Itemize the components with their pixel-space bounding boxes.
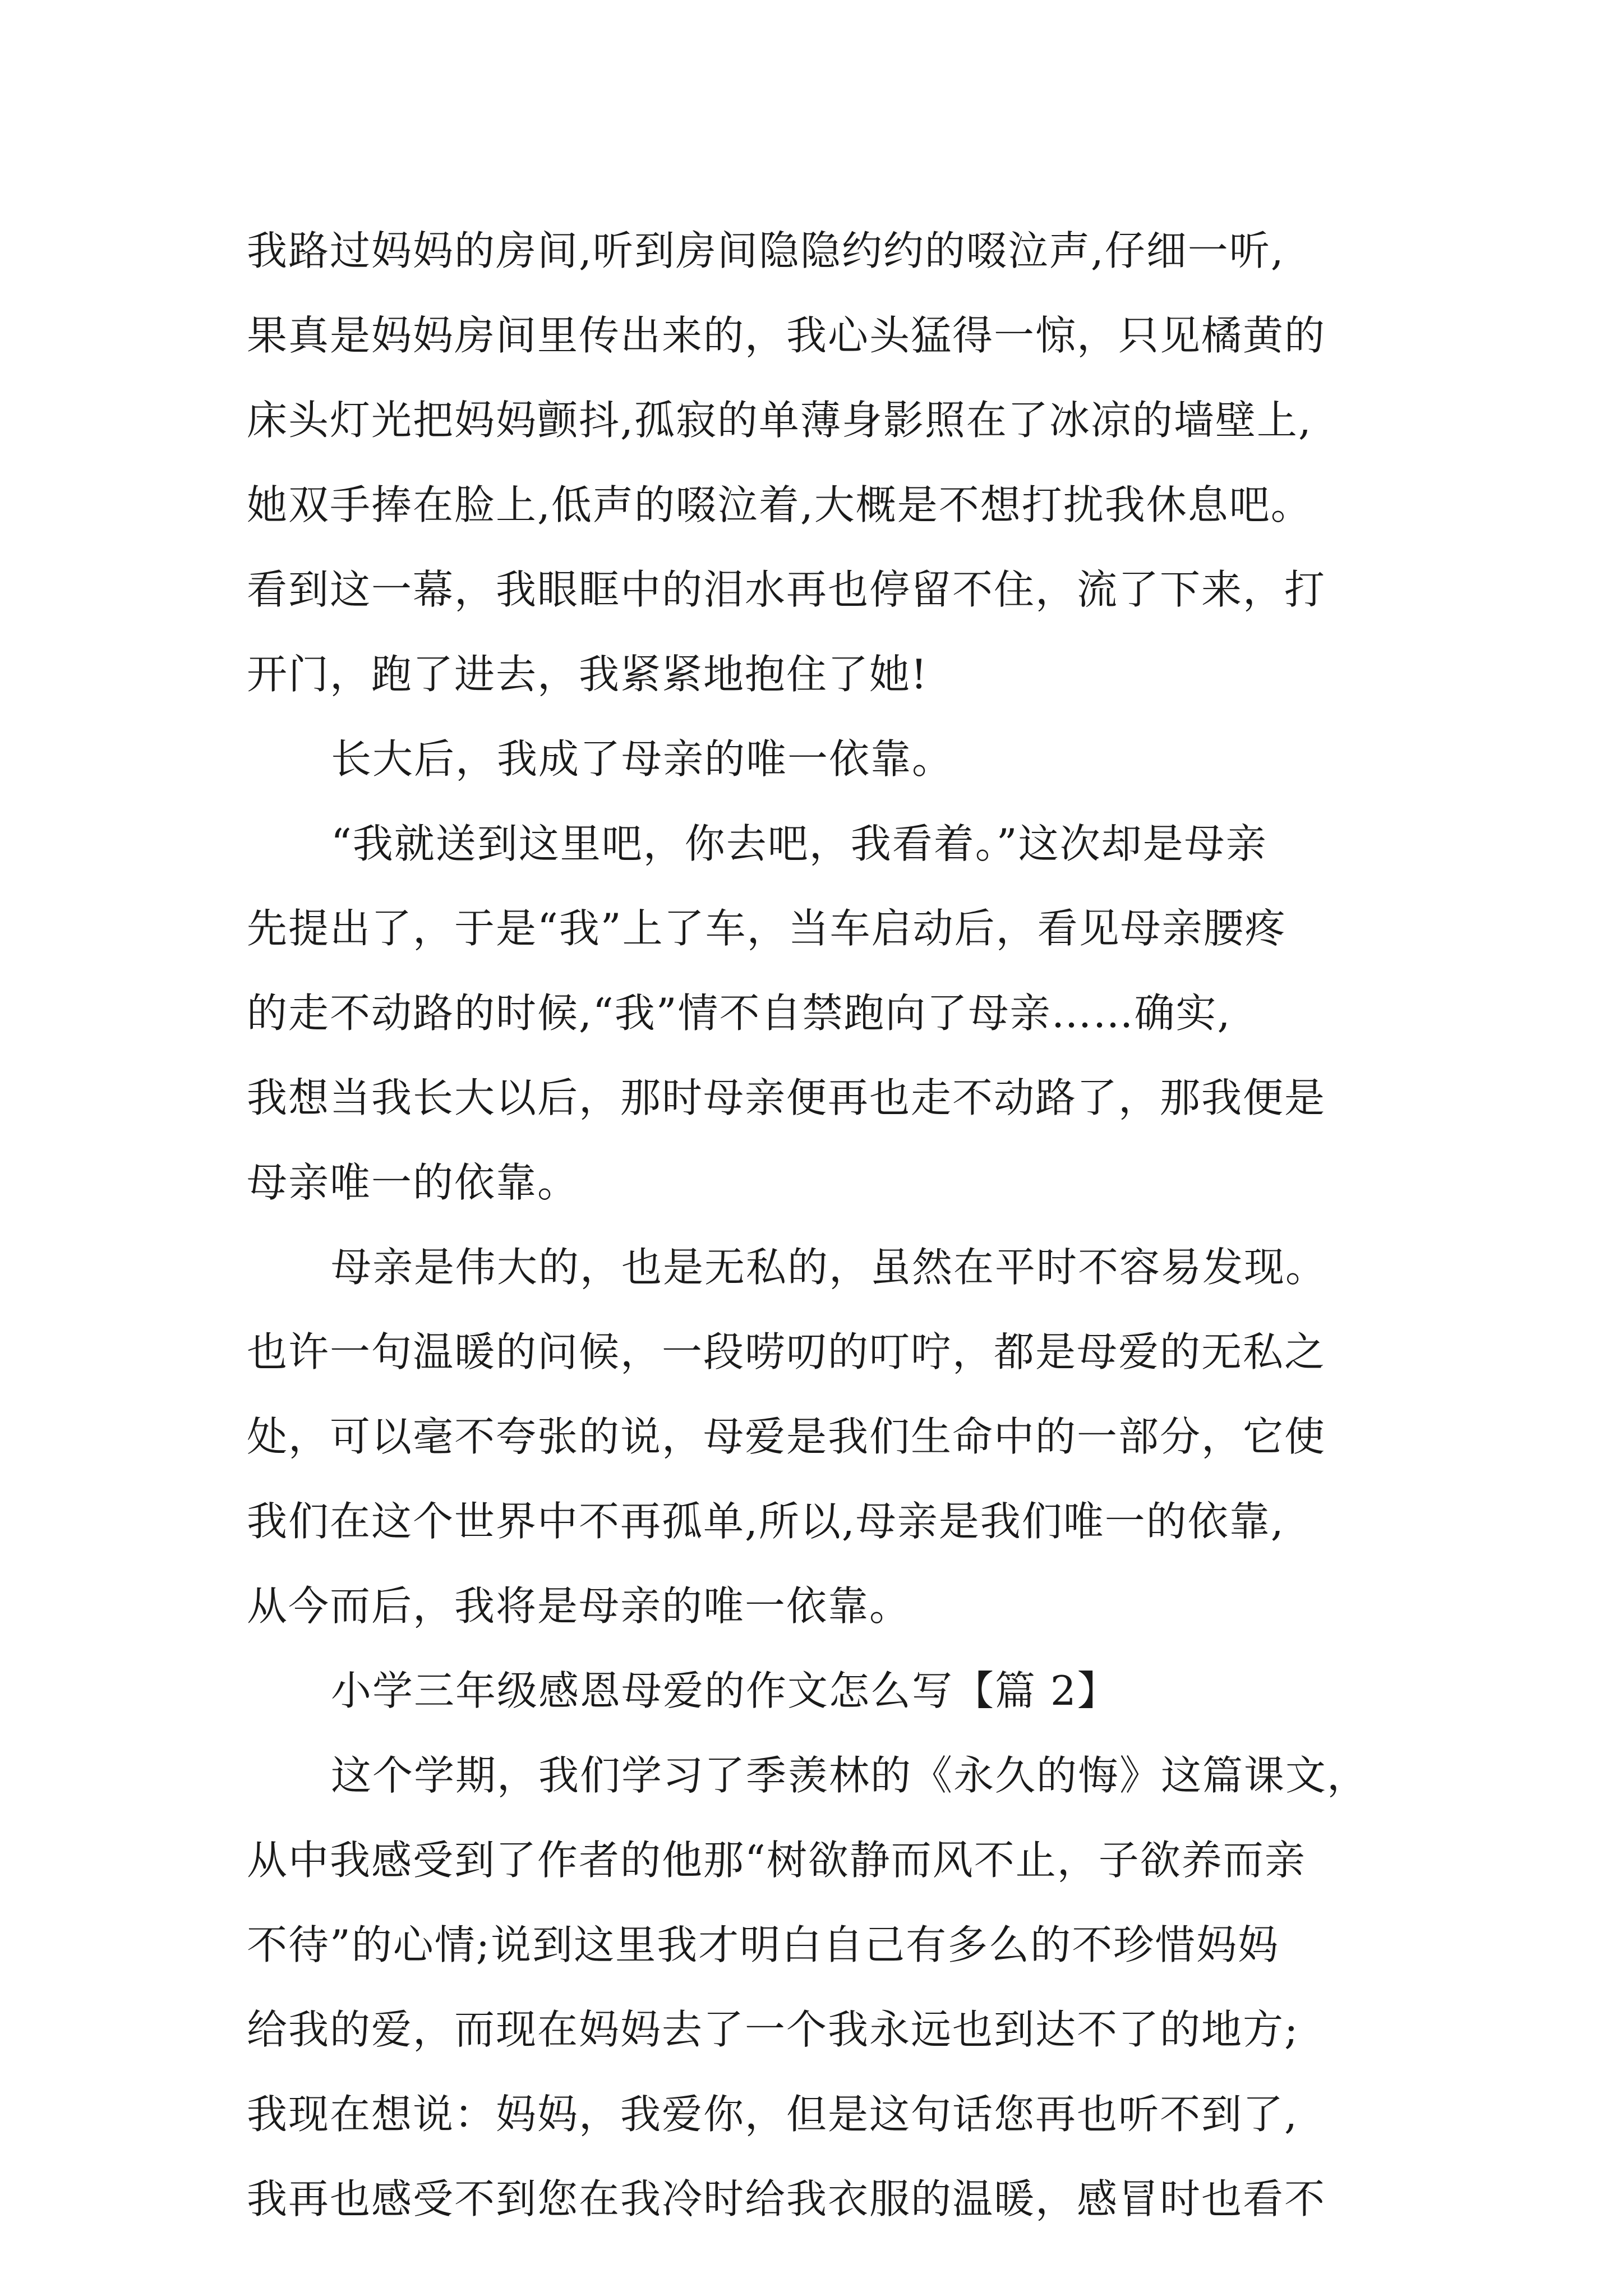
text-line: 也许一句温暖的问候，一段唠叨的叮咛，都是母爱的无私之 (247, 1328, 1326, 1375)
text-line: 开门，跑了进去，我紧紧地抱住了她! (247, 651, 928, 698)
text-line: 处，可以毫不夸张的说，母爱是我们生命中的一部分，它使 (247, 1413, 1326, 1460)
text-line: 床头灯光把妈妈颤抖,孤寂的单薄身影照在了冰凉的墙壁上, (247, 397, 1312, 444)
text-line: 小学三年级感恩母爱的作文怎么写【篇 2】 (331, 1667, 1119, 1714)
text-line: 我现在想说：妈妈，我爱你，但是这句话您再也听不到了, (247, 2091, 1298, 2138)
text-line: 从今而后，我将是母亲的唯一依靠。 (247, 1582, 911, 1630)
text-line: 先提出了，于是“我”上了车，当车启动后，看见母亲腰疼 (247, 905, 1287, 952)
text-line: 看到这一幕，我眼眶中的泪水再也停留不住，流了下来，打 (247, 566, 1326, 613)
text-line: 长大后，我成了母亲的唯一依靠。 (331, 735, 954, 783)
text-line: 从中我感受到了作者的他那“树欲静而风不止，子欲养而亲 (247, 1837, 1306, 1884)
text-line: 给我的爱，而现在妈妈去了一个我永远也到达不了的地方; (247, 2006, 1299, 2053)
text-line: 我再也感受不到您在我冷时给我衣服的温暖，感冒时也看不 (247, 2175, 1326, 2223)
body-text (247, 209, 1424, 2242)
text-line: 我们在这个世界中不再孤单,所以,母亲是我们唯一的依靠, (247, 1498, 1285, 1545)
text-line: “我就送到这里吧，你去吧，我看着。”这次却是母亲 (331, 820, 1267, 867)
text-line: 不待”的心情;说到这里我才明白自己有多么的不珍惜妈妈 (247, 1921, 1280, 1968)
text-line: 这个学期，我们学习了季羡林的《永久的悔》这篇课文， (331, 1752, 1369, 1799)
text-line: 果真是妈妈房间里传出来的，我心头猛得一惊，只见橘黄的 (247, 312, 1326, 359)
text-line: 我路过妈妈的房间,听到房间隐隐约约的啜泣声,仔细一听, (247, 227, 1285, 274)
text-line: 她双手捧在脸上,低声的啜泣着,大概是不想打扰我休息吧。 (247, 481, 1312, 528)
text-line: 母亲是伟大的，也是无私的，虽然在平时不容易发现。 (331, 1244, 1327, 1291)
text-line: 母亲唯一的依靠。 (247, 1159, 579, 1206)
text-line: 的走不动路的时候,“我”情不自禁跑向了母亲……确实, (247, 990, 1232, 1037)
text-line: 我想当我长大以后，那时母亲便再也走不动路了，那我便是 (247, 1074, 1326, 1121)
